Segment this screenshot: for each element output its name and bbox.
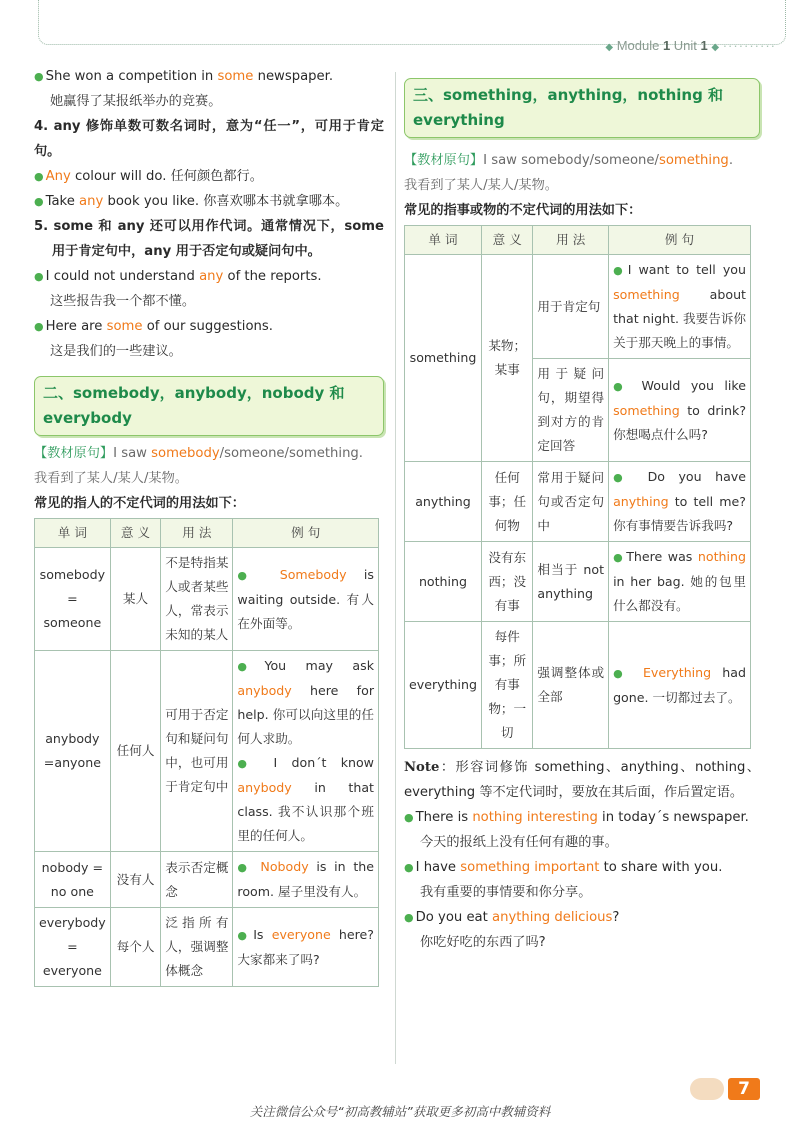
diamond-icon: ◆ [711,42,720,53]
cell-word: everything [405,622,482,749]
cell-usage: 常用于疑问句或否定句中 [533,462,609,542]
textbook-source-translation: 我看到了某人/某人/某物。 [34,471,188,486]
table-title: 常见的指人的不定代词的用法如下： [34,496,245,511]
header-example: 例 句 [609,226,751,255]
page-number-decoration [690,1078,724,1100]
footer-note: 关注微信公众号“初高教辅站”获取更多初高中教辅资料 [249,1104,551,1119]
example-translation: 她赢得了某报纸举办的竞赛。 [50,94,222,109]
bullet-icon: ● [613,551,625,564]
cell-example: ● Nobody is in the room. 屋子里没有人。 [233,852,379,908]
bullet-icon: ● [34,270,44,283]
example-sentence: ● Any colour will do. 任何颜色都行。 [34,169,263,184]
cell-example: ● Do you have anything to tell me? 你有事情要告诉我吗? [609,462,751,542]
header-meaning: 意 义 [481,226,532,255]
bullet-icon: ● [34,170,44,183]
cell-meaning: 每件事；所有事物；一切 [481,622,532,749]
cell-usage: 用于肯定句 [533,255,609,359]
thing-pronoun-table [404,225,751,749]
table-row [35,651,379,852]
section-heading-3: 三、something，anything，nothing 和 everything [404,78,760,138]
header-usage: 用 法 [533,226,609,255]
cell-example: ● Is everyone here? 大家都来了吗? [233,908,379,987]
right-column [404,78,760,955]
bullet-icon: ● [237,660,263,673]
table-row [405,622,751,749]
cell-example: ● I want to tell you something about that night. 我要告诉你关于那天晚上的事情。 [609,255,751,359]
bullet-icon: ● [404,811,414,824]
cell-meaning: 没有东西；没有事 [481,542,532,622]
section-heading-2: 二、somebody，anybody，nobody 和 everybody [34,376,384,436]
note-paragraph: Note：形容词修饰 something、anything、nothing、everything 等不定代词时，要放在其后面，作后置定语。 [404,760,760,800]
cell-usage: 不是特指某人或者某些人，常表示未知的某人 [161,548,233,651]
bullet-icon: ● [613,379,630,393]
textbook-source-translation: 我看到了某人/某人/某物。 [404,178,558,193]
bullet-icon: ● [34,320,44,333]
table-header-row [35,519,379,548]
table-header-row [405,226,751,255]
cell-meaning: 每个人 [110,908,161,987]
example-translation: 这些报告我一个都不懂。 [50,294,196,309]
module-header: ◆ Module 1 Unit 1 ◆ ·········· [605,38,776,53]
cell-example: ● Somebody is waiting outside. 有人在外面等。 [233,548,379,651]
bullet-icon: ● [404,861,414,874]
header-word: 单 词 [35,519,111,548]
cell-meaning: 某物；某事 [481,255,532,462]
cell-word: everybody = everyone [35,908,111,987]
header-meaning: 意 义 [110,519,161,548]
bullet-icon: ● [237,928,252,942]
example-sentence: ● She won a competition in some newspaper. [34,69,334,84]
example-translation: 今天的报纸上没有任何有趣的事。 [420,835,618,850]
example-sentence: ● I have something important to share with you. [404,860,723,875]
example-sentence: ● Do you eat anything delicious? [404,910,620,925]
table-row [35,852,379,908]
bullet-icon: ● [613,666,630,680]
cell-word: anybody =anyone [35,651,111,852]
example-sentence: ● There is nothing interesting in today´s newspaper. [404,810,749,825]
cell-example: ● Would you like something to drink? 你想喝点什么吗? [609,359,751,462]
cell-example: ● There was nothing in her bag. 她的包里什么都没有。 [609,542,751,622]
cell-meaning: 任何事；任何物 [481,462,532,542]
example-translation: 这是我们的一些建议。 [50,344,182,359]
cell-word: nobody = no one [35,852,111,908]
cell-word: something [405,255,482,462]
bullet-icon: ● [34,70,44,83]
bullet-icon: ● [237,861,251,874]
table-row [405,542,751,622]
cell-meaning: 任何人 [110,651,161,852]
bullet-icon: ● [34,195,44,208]
bullet-icon: ● [613,264,626,277]
cell-example: ● You may ask anybody here for help. 你可以向这里的任何人求助。 ● I don´t know anybody in that class. 我不认识那个班里的任何人。 [233,651,379,852]
example-translation: 你吃好吃的东西了吗? [420,935,546,950]
table-row [405,462,751,542]
table-row [35,908,379,987]
bullet-icon: ● [237,568,261,582]
textbook-source: 【教材原句】I saw somebody/someone/something. [404,153,734,168]
cell-usage: 相当于 not anything [533,542,609,622]
cell-meaning: 没有人 [110,852,161,908]
rule-4: 4. any 修饰单数可数名词时，意为“任一”，可用于肯定句。 [34,119,384,159]
example-sentence: ● I could not understand any of the reports. [34,269,322,284]
page-number: 7 [728,1078,760,1100]
cell-usage: 用于疑问句，期望得到对方的肯定回答 [533,359,609,462]
rule-5: 5. some 和 any 还可以用作代词。通常情况下，some 用于肯定句中，any 用于否定句或疑问句中。 [34,219,384,259]
example-sentence: ● Take any book you like. 你喜欢哪本书就拿哪本。 [34,194,349,209]
bullet-icon: ● [613,471,633,484]
table-row [35,548,379,651]
cell-usage: 可用于否定句和疑问句中，也可用于肯定句中 [161,651,233,852]
bullet-icon: ● [237,757,258,770]
table-row [405,255,751,359]
cell-usage: 强调整体或全部 [533,622,609,749]
cell-word: anything [405,462,482,542]
cell-word: somebody = someone [35,548,111,651]
bullet-icon: ● [404,911,414,924]
cell-example: ● Everything had gone. 一切都过去了。 [609,622,751,749]
cell-usage: 表示否定概念 [161,852,233,908]
left-column [34,64,384,987]
header-example: 例 句 [233,519,379,548]
textbook-source: 【教材原句】I saw somebody/someone/something. [34,446,363,461]
column-divider [395,72,396,1064]
cell-usage: 泛指所有人，强调整体概念 [161,908,233,987]
example-translation: 我有重要的事情要和你分享。 [420,885,592,900]
cell-word: nothing [405,542,482,622]
table-title: 常见的指事或物的不定代词的用法如下： [404,203,642,218]
header-word: 单 词 [405,226,482,255]
header-usage: 用 法 [161,519,233,548]
people-pronoun-table [34,518,379,987]
cell-meaning: 某人 [110,548,161,651]
diamond-icon: ◆ [605,42,614,53]
example-sentence: ● Here are some of our suggestions. [34,319,273,334]
